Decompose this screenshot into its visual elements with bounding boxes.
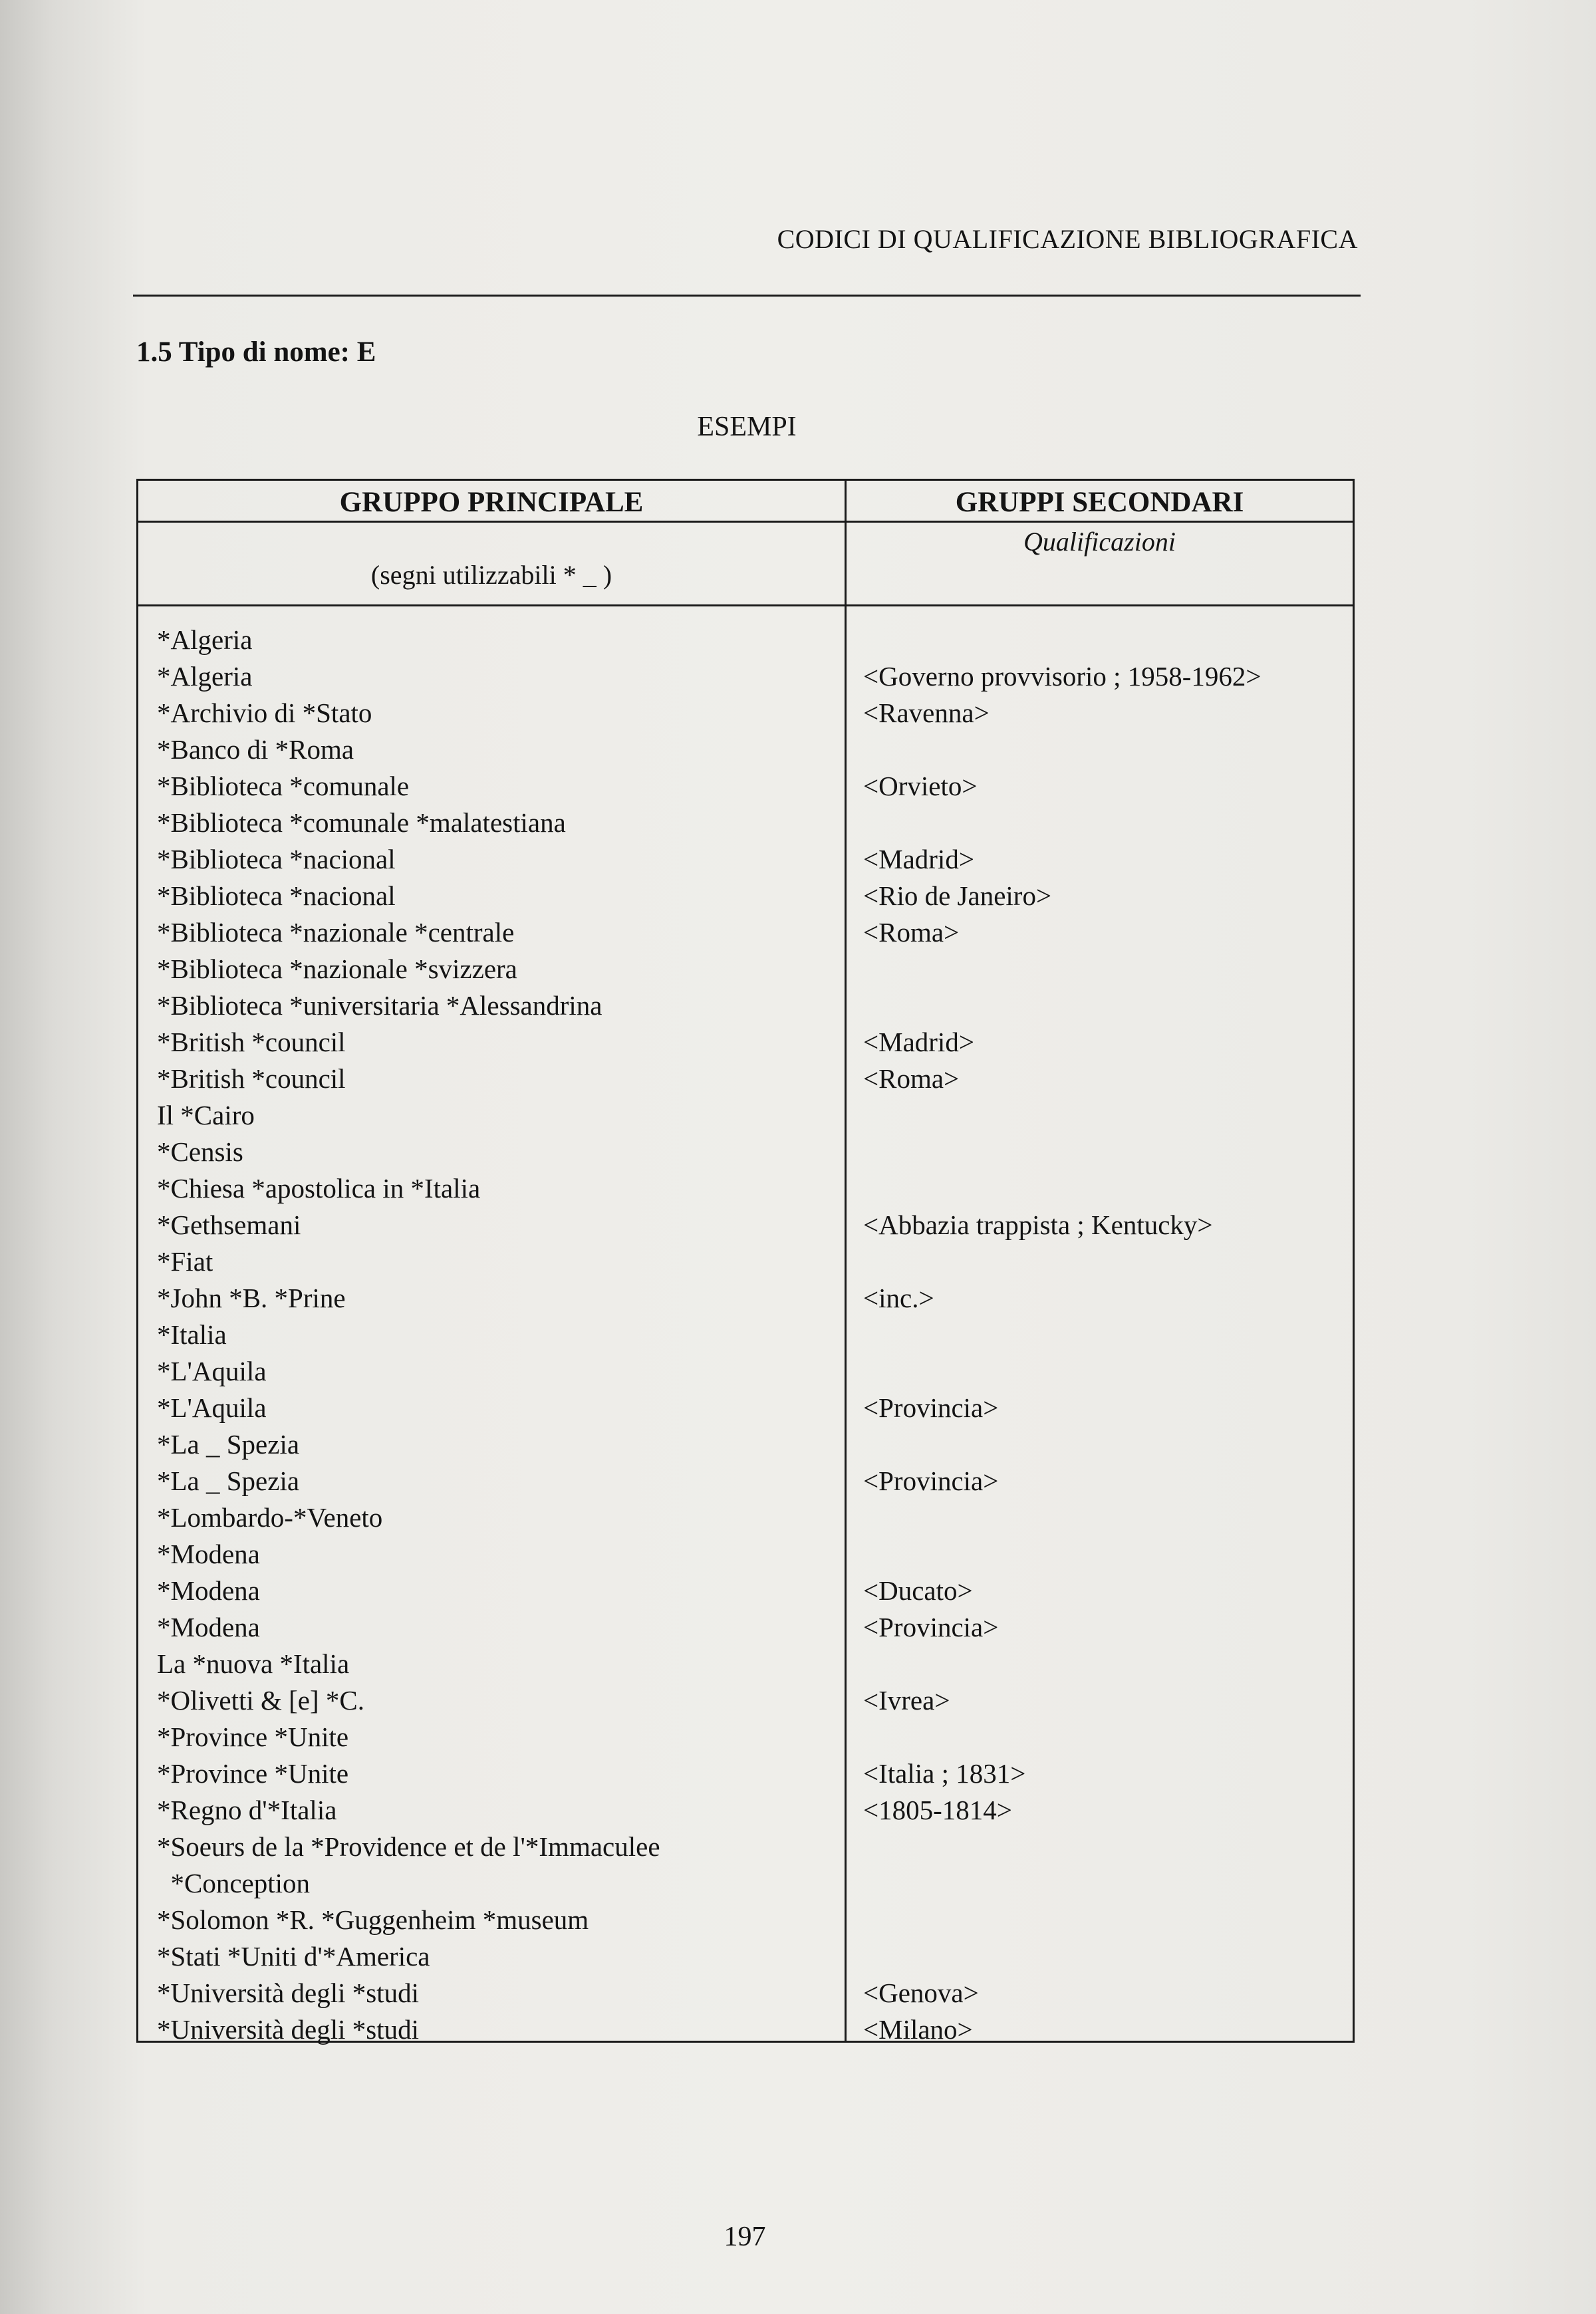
header-qualifications: Qualificazioni [1023, 527, 1176, 557]
header-secondary-groups: GRUPPI SECONDARI [955, 487, 1244, 518]
table-row [138, 841, 1353, 878]
table-row [138, 1792, 1353, 1829]
main-group-cell: *Biblioteca *universitaria *Alessandrina [157, 990, 602, 1021]
header-usable-signs: (segni utilizzabili * _ ) [370, 560, 612, 590]
main-group-cell: *Solomon *R. *Guggenheim *museum [157, 1904, 589, 1935]
main-group-cell: *Regno d'*Italia [157, 1795, 337, 1825]
table-row [138, 1499, 1353, 1536]
table-row [138, 878, 1353, 914]
secondary-group-cell: <Roma> [863, 917, 960, 948]
secondary-group-cell: <Provincia> [863, 1392, 999, 1423]
table-row [138, 805, 1353, 841]
table-row [138, 1061, 1353, 1097]
secondary-group-cell: <1805-1814> [863, 1795, 1012, 1825]
examples-label: ESEMPI [697, 412, 797, 442]
main-group-cell: *Conception [157, 1868, 311, 1898]
main-group-cell: *Province *Unite [157, 1758, 349, 1789]
main-group-cell: *Censis [157, 1136, 243, 1167]
secondary-group-cell: <Governo provvisorio ; 1958-1962> [863, 661, 1262, 692]
main-group-cell: *L'Aquila [157, 1356, 267, 1386]
table-row [138, 2011, 1353, 2048]
page-number: 197 [724, 2222, 766, 2252]
main-group-cell: *John *B. *Prine [157, 1283, 346, 1313]
table-row [138, 695, 1353, 731]
running-head: CODICI DI QUALIFICAZIONE BIBLIOGRAFICA [777, 224, 1358, 254]
table-row [138, 1902, 1353, 1938]
table-row [138, 914, 1353, 951]
main-group-cell: *Biblioteca *nacional [157, 844, 396, 874]
table-row [138, 1317, 1353, 1353]
table-row [138, 1646, 1353, 1682]
table-row [138, 951, 1353, 987]
main-group-cell: Il *Cairo [157, 1100, 255, 1130]
table-row [138, 1353, 1353, 1390]
main-group-cell: *Algeria [157, 661, 253, 692]
table-row [138, 1280, 1353, 1317]
secondary-group-cell: <Provincia> [863, 1466, 999, 1496]
secondary-group-cell: <Orvieto> [863, 771, 978, 801]
main-group-cell: *La _ Spezia [157, 1466, 300, 1496]
secondary-group-cell: <Milano> [863, 2014, 973, 2045]
main-group-cell: *Olivetti & [e] *C. [157, 1685, 365, 1716]
main-group-cell: *Algeria [157, 624, 253, 655]
table-row [138, 622, 1353, 658]
table-row [138, 658, 1353, 695]
main-group-cell: *La _ Spezia [157, 1429, 300, 1460]
table-row [138, 1207, 1353, 1243]
table-row [138, 1829, 1353, 1865]
secondary-group-cell: <Ducato> [863, 1575, 973, 1606]
table-row [138, 1719, 1353, 1755]
main-group-cell: *Biblioteca *nacional [157, 880, 396, 911]
main-group-cell: *British *council [157, 1027, 346, 1057]
main-group-cell: *Modena [157, 1539, 260, 1569]
secondary-group-cell: <Ivrea> [863, 1685, 950, 1716]
main-group-cell: *Modena [157, 1575, 260, 1606]
main-group-cell: *Chiesa *apostolica in *Italia [157, 1173, 481, 1204]
main-group-cell: *L'Aquila [157, 1392, 267, 1423]
main-group-cell: *Biblioteca *nazionale *svizzera [157, 954, 517, 984]
main-group-cell: *Soeurs de la *Providence et de l'*Immaculee [157, 1831, 660, 1862]
secondary-group-cell: <Ravenna> [863, 698, 990, 728]
table-row [138, 987, 1353, 1024]
table-row [138, 1024, 1353, 1061]
main-group-cell: La *nuova *Italia [157, 1648, 350, 1679]
main-group-cell: *Stati *Uniti d'*America [157, 1941, 430, 1972]
table-row [138, 731, 1353, 768]
main-group-cell: *Archivio di *Stato [157, 698, 372, 728]
secondary-group-cell: <Abbazia trappista ; Kentucky> [863, 1210, 1213, 1240]
secondary-group-cell: <Roma> [863, 1063, 960, 1094]
section-title: 1.5 Tipo di nome: E [136, 336, 376, 368]
table-row [138, 1975, 1353, 2011]
table-row [138, 1390, 1353, 1426]
secondary-group-cell: <Madrid> [863, 844, 974, 874]
main-group-cell: *Università degli *studi [157, 2014, 420, 2045]
table-row [138, 1609, 1353, 1646]
secondary-group-cell: <Provincia> [863, 1612, 999, 1642]
secondary-group-cell: <Italia ; 1831> [863, 1758, 1026, 1789]
table-row [138, 1426, 1353, 1463]
table-row [138, 768, 1353, 805]
header-rule-top [138, 521, 1353, 523]
table-row [138, 1755, 1353, 1792]
examples-table [136, 479, 1355, 2043]
main-group-cell: *British *council [157, 1063, 346, 1094]
table-row [138, 1463, 1353, 1499]
table-row [138, 1573, 1353, 1609]
table-row [138, 1865, 1353, 1902]
table-row [138, 1243, 1353, 1280]
secondary-group-cell: <Madrid> [863, 1027, 974, 1057]
main-group-cell: *Modena [157, 1612, 260, 1642]
table-row [138, 1938, 1353, 1975]
table-body [138, 622, 1353, 2048]
table-row [138, 1170, 1353, 1207]
header-main-group: GRUPPO PRINCIPALE [339, 487, 644, 518]
header-rule-bottom [138, 604, 1353, 606]
main-group-cell: *Gethsemani [157, 1210, 301, 1240]
main-group-cell: *Biblioteca *comunale *malatestiana [157, 807, 566, 838]
table-row [138, 1134, 1353, 1170]
main-group-cell: *Biblioteca *nazionale *centrale [157, 917, 515, 948]
main-group-cell: *Lombardo-*Veneto [157, 1502, 383, 1533]
table-row [138, 1097, 1353, 1134]
main-group-cell: *Italia [157, 1319, 227, 1350]
main-group-cell: *Banco di *Roma [157, 734, 354, 765]
table-row [138, 1536, 1353, 1573]
main-group-cell: *Biblioteca *comunale [157, 771, 410, 801]
header-rule [133, 295, 1361, 297]
table-row [138, 1682, 1353, 1719]
secondary-group-cell: <Rio de Janeiro> [863, 880, 1052, 911]
secondary-group-cell: <Genova> [863, 1978, 979, 2008]
main-group-cell: *Fiat [157, 1246, 213, 1277]
main-group-cell: *Università degli *studi [157, 1978, 420, 2008]
secondary-group-cell: <inc.> [863, 1283, 934, 1313]
main-group-cell: *Province *Unite [157, 1722, 349, 1752]
